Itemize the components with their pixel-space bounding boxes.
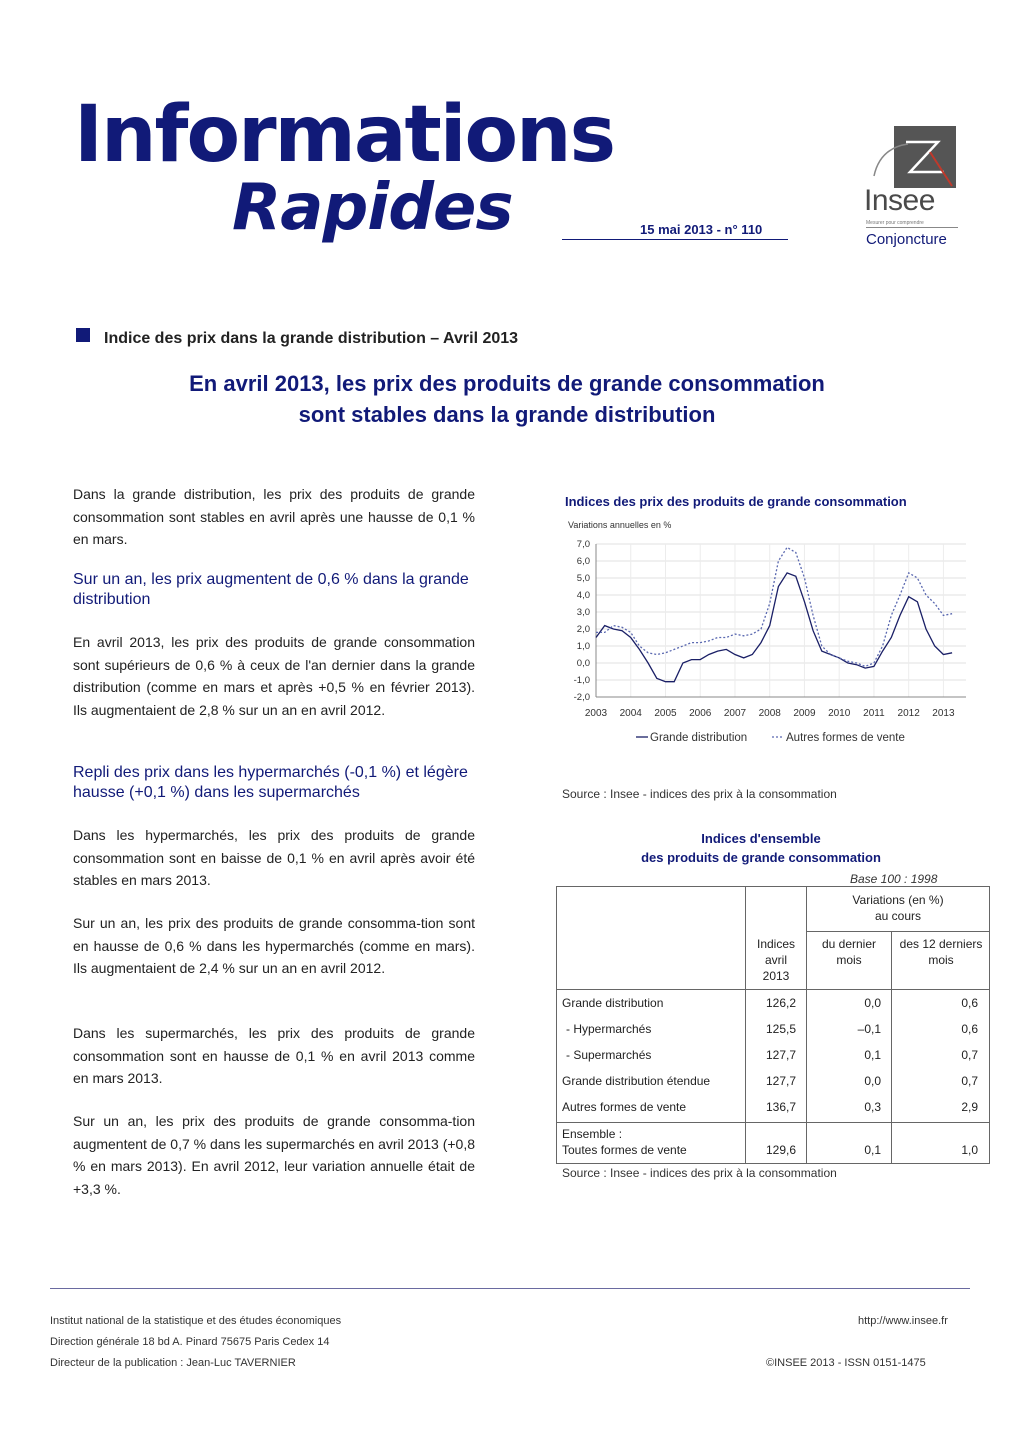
header-12-months: des 12 derniers mois bbox=[899, 937, 983, 967]
table-border-bottom bbox=[556, 1163, 990, 1164]
x-tick-label: 2010 bbox=[828, 708, 851, 719]
paragraph-1: En avril 2013, les prix des produits de grande consommation sont supérieurs de 0,6 % à ceux de l'an dernier dans la grande distribution (comme en mars et après +0,5 % en février 2013). Ils augmentaient de 2,8 % sur un an en avril 2012. bbox=[73, 634, 475, 718]
masthead-subtitle: Rapides bbox=[232, 171, 513, 245]
paragraph-2: Dans les hypermarchés, les prix des produits de grande consommation sont en baisse de 0,1 % en avril après avoir été stables en mars 2013. bbox=[73, 827, 475, 888]
x-tick-label: 2011 bbox=[863, 708, 885, 719]
footer-director: Directeur de la publication : Jean-Luc TAVERNIER bbox=[50, 1357, 296, 1369]
table-base-note: Base 100 : 1998 bbox=[850, 872, 938, 886]
x-tick-label: 2013 bbox=[932, 708, 955, 719]
row-label: Autres formes de vente bbox=[562, 1100, 687, 1114]
row-month: 0,3 bbox=[864, 1100, 881, 1114]
table-title-line-1: Indices d'ensemble bbox=[701, 831, 821, 846]
y-tick-label: 0,0 bbox=[576, 658, 590, 669]
footer-copyright: ©INSEE 2013 - ISSN 0151-1475 bbox=[766, 1357, 926, 1369]
subject-line: Indice des prix dans la grande distribution – Avril 2013 bbox=[104, 330, 519, 347]
x-tick-label: 2009 bbox=[793, 708, 816, 719]
paragraph-4: Dans les supermarchés, les prix des produits de grande consommation sont en hausse de 0,1 % en avril 2013 comme en mars 2013. bbox=[73, 1025, 475, 1086]
paragraph-5: Sur un an, les prix des produits de grande consomma-tion augmentent de 0,7 % dans les supermarchés en avril 2013 (+0,8 % en mars 2013). En avril 2012, leur variation annuelle était de +3,3 %. bbox=[73, 1113, 475, 1197]
y-tick-label: 3,0 bbox=[576, 607, 590, 618]
row-month: –0,1 bbox=[857, 1022, 881, 1036]
intro-paragraph: Dans la grande distribution, les prix des produits de grande consommation sont stables en avril après une hausse de 0,1 % en mars. bbox=[73, 486, 475, 547]
table-header-bottom bbox=[556, 989, 990, 990]
chart-title: Indices des prix des produits de grande consommation bbox=[565, 494, 907, 509]
y-axis-label: Variations annuelles en % bbox=[568, 520, 672, 530]
row-label: Grande distribution bbox=[562, 996, 664, 1010]
row-label: - Hypermarchés bbox=[566, 1022, 652, 1036]
total-label-2: Toutes formes de vente bbox=[562, 1143, 687, 1157]
swoosh-icon bbox=[870, 138, 910, 178]
table-header-divider bbox=[806, 931, 990, 932]
row-index: 125,5 bbox=[765, 1022, 796, 1036]
row-year: 0,6 bbox=[961, 1022, 978, 1036]
issue-number: 15 mai 2013 - n° 110 bbox=[640, 222, 763, 237]
total-label: Ensemble : bbox=[562, 1127, 623, 1141]
footer-website-link[interactable]: http://www.insee.fr bbox=[858, 1315, 948, 1327]
row-month: 0,0 bbox=[864, 996, 881, 1010]
masthead-underline bbox=[562, 239, 788, 240]
row-year: 0,6 bbox=[961, 996, 978, 1010]
y-tick-label: -2,0 bbox=[573, 692, 590, 703]
series-line-grande-distribution bbox=[596, 573, 952, 682]
headline-line-1: En avril 2013, les prix des produits de grande consommation bbox=[189, 371, 825, 396]
total-month: 0,1 bbox=[864, 1143, 881, 1157]
insee-logo-word: Insee bbox=[864, 184, 935, 217]
row-month: 0,1 bbox=[864, 1048, 881, 1062]
price-index-table bbox=[556, 886, 990, 1164]
x-tick-label: 2005 bbox=[654, 708, 677, 719]
square-bullet-icon bbox=[76, 328, 90, 342]
row-label: Grande distribution étendue bbox=[562, 1074, 711, 1088]
y-tick-label: 4,0 bbox=[576, 590, 590, 601]
header-last-month: du dernier mois bbox=[821, 937, 877, 967]
x-tick-label: 2006 bbox=[689, 708, 712, 719]
x-tick-label: 2004 bbox=[619, 708, 642, 719]
total-year: 1,0 bbox=[961, 1143, 978, 1157]
y-tick-label: 5,0 bbox=[576, 573, 590, 584]
footer-institution: Institut national de la statistique et des études économiques bbox=[50, 1315, 342, 1327]
table-source: Source : Insee - indices des prix à la consommation bbox=[562, 1166, 837, 1180]
x-tick-label: 2007 bbox=[723, 708, 747, 719]
footer-divider bbox=[50, 1288, 970, 1289]
x-tick-label: 2012 bbox=[897, 708, 920, 719]
row-month: 0,0 bbox=[864, 1074, 881, 1088]
legend-label-grande-distribution: Grande distribution bbox=[650, 732, 748, 744]
table-border-top bbox=[556, 886, 990, 887]
row-index: 127,7 bbox=[765, 1048, 796, 1062]
row-year: 2,9 bbox=[961, 1100, 978, 1114]
insee-logo-tagline: Mesurer pour comprendre bbox=[866, 220, 924, 226]
x-tick-label: 2008 bbox=[758, 708, 781, 719]
paragraph-3: Sur un an, les prix des produits de grande consomma-tion sont en hausse de 0,6 % dans les hypermarchés (comme en mars). Ils augmentaient de 2,4 % sur un an en avril 2012. bbox=[73, 915, 475, 976]
x-tick-label: 2003 bbox=[584, 708, 608, 719]
row-index: 136,7 bbox=[765, 1100, 796, 1114]
table-total-divider bbox=[556, 1122, 990, 1123]
subheading-1: Sur un an, les prix augmentent de 0,6 % dans la grande distribution bbox=[73, 571, 469, 608]
row-index: 126,2 bbox=[765, 996, 796, 1010]
y-tick-label: -1,0 bbox=[573, 675, 590, 686]
logo-divider bbox=[866, 227, 958, 228]
footer-address: Direction générale 18 bd A. Pinard 75675 Paris Cedex 14 bbox=[50, 1336, 330, 1348]
y-tick-label: 1,0 bbox=[576, 641, 590, 652]
row-label: - Supermarchés bbox=[566, 1048, 652, 1062]
legend-label-autres-formes: Autres formes de vente bbox=[786, 732, 905, 744]
total-index: 129,6 bbox=[765, 1143, 796, 1157]
subheading-2: Repli des prix dans les hypermarchés (-0,1 %) et légère hausse (+0,1 %) dans les supermarchés bbox=[73, 764, 468, 801]
y-tick-label: 7,0 bbox=[576, 539, 590, 550]
insee-logo-subtitle: Conjoncture bbox=[866, 231, 947, 248]
insee-logo[interactable] bbox=[864, 124, 964, 254]
price-index-chart bbox=[560, 512, 972, 757]
table-title-line-2: des produits de grande consommation bbox=[641, 850, 881, 865]
masthead-title: Informations bbox=[74, 90, 615, 180]
y-tick-label: 6,0 bbox=[576, 556, 590, 567]
headline-line-2: sont stables dans la grande distribution bbox=[298, 402, 716, 427]
row-year: 0,7 bbox=[961, 1048, 978, 1062]
chart-source: Source : Insee - indices des prix à la consommation bbox=[562, 787, 837, 801]
header-variations: Variations (en %) au cours bbox=[852, 893, 944, 923]
y-tick-label: 2,0 bbox=[576, 624, 590, 635]
header-indices: Indices avril 2013 bbox=[756, 937, 796, 983]
row-index: 127,7 bbox=[765, 1074, 796, 1088]
row-year: 0,7 bbox=[961, 1074, 978, 1088]
